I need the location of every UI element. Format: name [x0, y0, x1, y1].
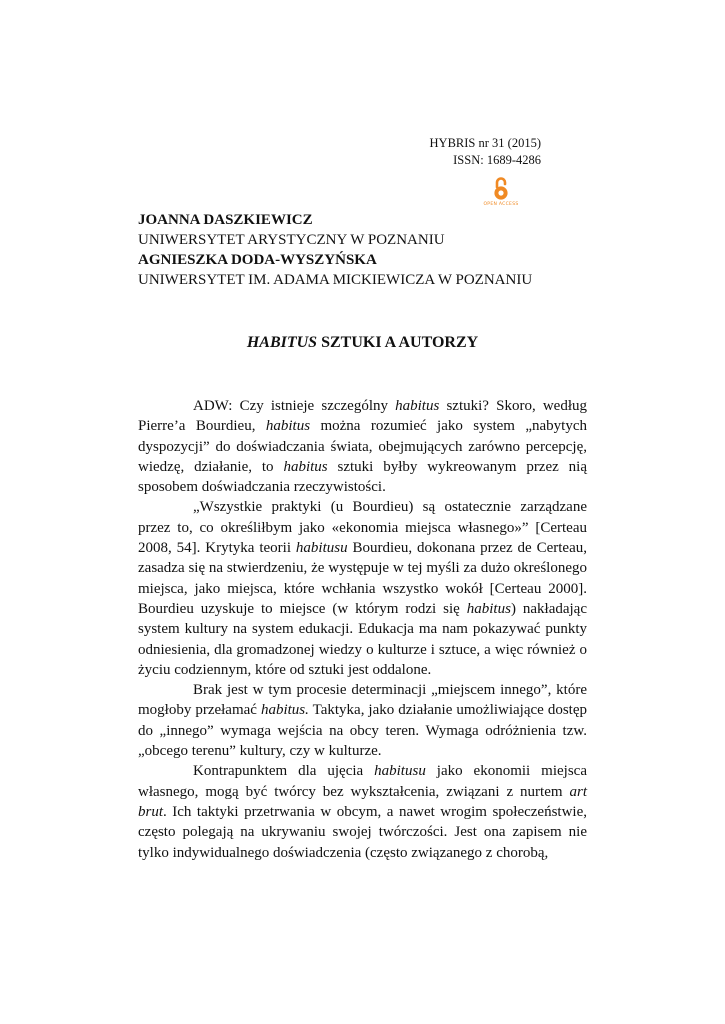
article-title	[0, 334, 725, 352]
italic-term: habitusu	[374, 763, 426, 780]
body-paragraph	[138, 396, 587, 497]
text-run: można rozumieć jako system „nabytych dyspozycji” do doświadczania świata, obejmujących zarówno percepcję, wiedzę, działanie, to	[138, 418, 587, 475]
text-run: Taktyka, jako działanie umożliwiające dostęp do „innego” wymaga wejścia na obcy teren. Wymaga odróżnienia tzw. „obcego terenu” kultury, czy w kulturze.	[138, 702, 587, 760]
italic-term: art brut	[138, 783, 587, 820]
body-paragraph	[138, 761, 587, 862]
author-name: AGNIESZKA DODA-WYSZYŃSKA	[138, 252, 377, 268]
text-run: Kontrapunktem dla ujęcia	[193, 763, 375, 780]
text-run: Bourdieu, dokonana przez de Certeau, zasadza się na stwierdzeniu, że występuje w tej myśli za dużo określonego miejsca, jako miejsca, które wchłania wszystko wokół [Certeau 2000]. Bourdieu uzyskuje to miejsce (w którym rodzi się	[138, 540, 587, 617]
open-access-label: OPEN ACCESS	[483, 202, 519, 207]
title-italic-part: HABITUS	[246, 334, 318, 351]
italic-term: habitusu	[295, 540, 348, 557]
italic-term: habitus	[283, 458, 328, 475]
text-run: ADW: Czy istnieje szczególny	[193, 398, 396, 414]
journal-issue: HYBRIS nr 31 (2015)	[429, 136, 541, 150]
journal-info	[430, 135, 541, 169]
text-run: jako ekonomii miejsca własnego, mogą być twórcy bez wykształcenia, związani z nurtem	[138, 763, 587, 800]
text-run: sztuki byłby wykreowanym przez nią sposobem doświadczania rzeczywistości.	[138, 458, 587, 496]
author-affiliation: UNIWERSYTET ARYSTYCZNY W POZNANIU	[138, 232, 445, 248]
text-run: Brak jest w tym procesie determinacji „miejscem innego”, które mogłoby przełamać	[138, 682, 587, 719]
body-paragraph	[138, 497, 587, 680]
italic-term: habitus	[466, 600, 511, 617]
body-paragraph	[138, 680, 587, 761]
text-run: ) nakładając system kultury na system edukacji. Edukacja ma nam pokazywać punkty odniesienia, dla gromadzonej wiedzy o kulturze i sztuce, a więc również o życiu codziennym, które od sztuki jest oddalone.	[138, 600, 587, 678]
italic-term: habitus	[265, 418, 311, 435]
article-body	[138, 396, 587, 863]
text-run: „Wszystkie praktyki (u Bourdieu) są ostatecznie zarządzane przez to, co określiłbym jako «ekonomia miejsca własnego»” [Certeau 2008, 54]. Krytyka teorii	[138, 499, 587, 557]
open-access-icon	[492, 176, 510, 201]
italic-term: habitus.	[260, 702, 309, 719]
author-block	[138, 210, 532, 290]
text-run: sztuki? Skoro, według Pierre’a Bourdieu,	[138, 398, 587, 435]
journal-issn: ISSN: 1689-4286	[453, 153, 541, 167]
title-rest: SZTUKI A AUTORZY	[317, 334, 479, 351]
italic-term: habitus	[395, 398, 440, 414]
author-name: JOANNA DASZKIEWICZ	[138, 212, 313, 228]
open-access-logo	[483, 176, 519, 207]
text-run: . Ich taktyki przetrwania w obcym, a nawet wrogim społeczeństwie, często polegają na ukrywaniu swojej twórczości. Jest ona zapisem nie tylko indywidualnego doświadczenia (często związanego z chorobą,	[138, 803, 587, 861]
author-affiliation: UNIWERSYTET IM. ADAMA MICKIEWICZA W POZNANIU	[138, 272, 533, 288]
